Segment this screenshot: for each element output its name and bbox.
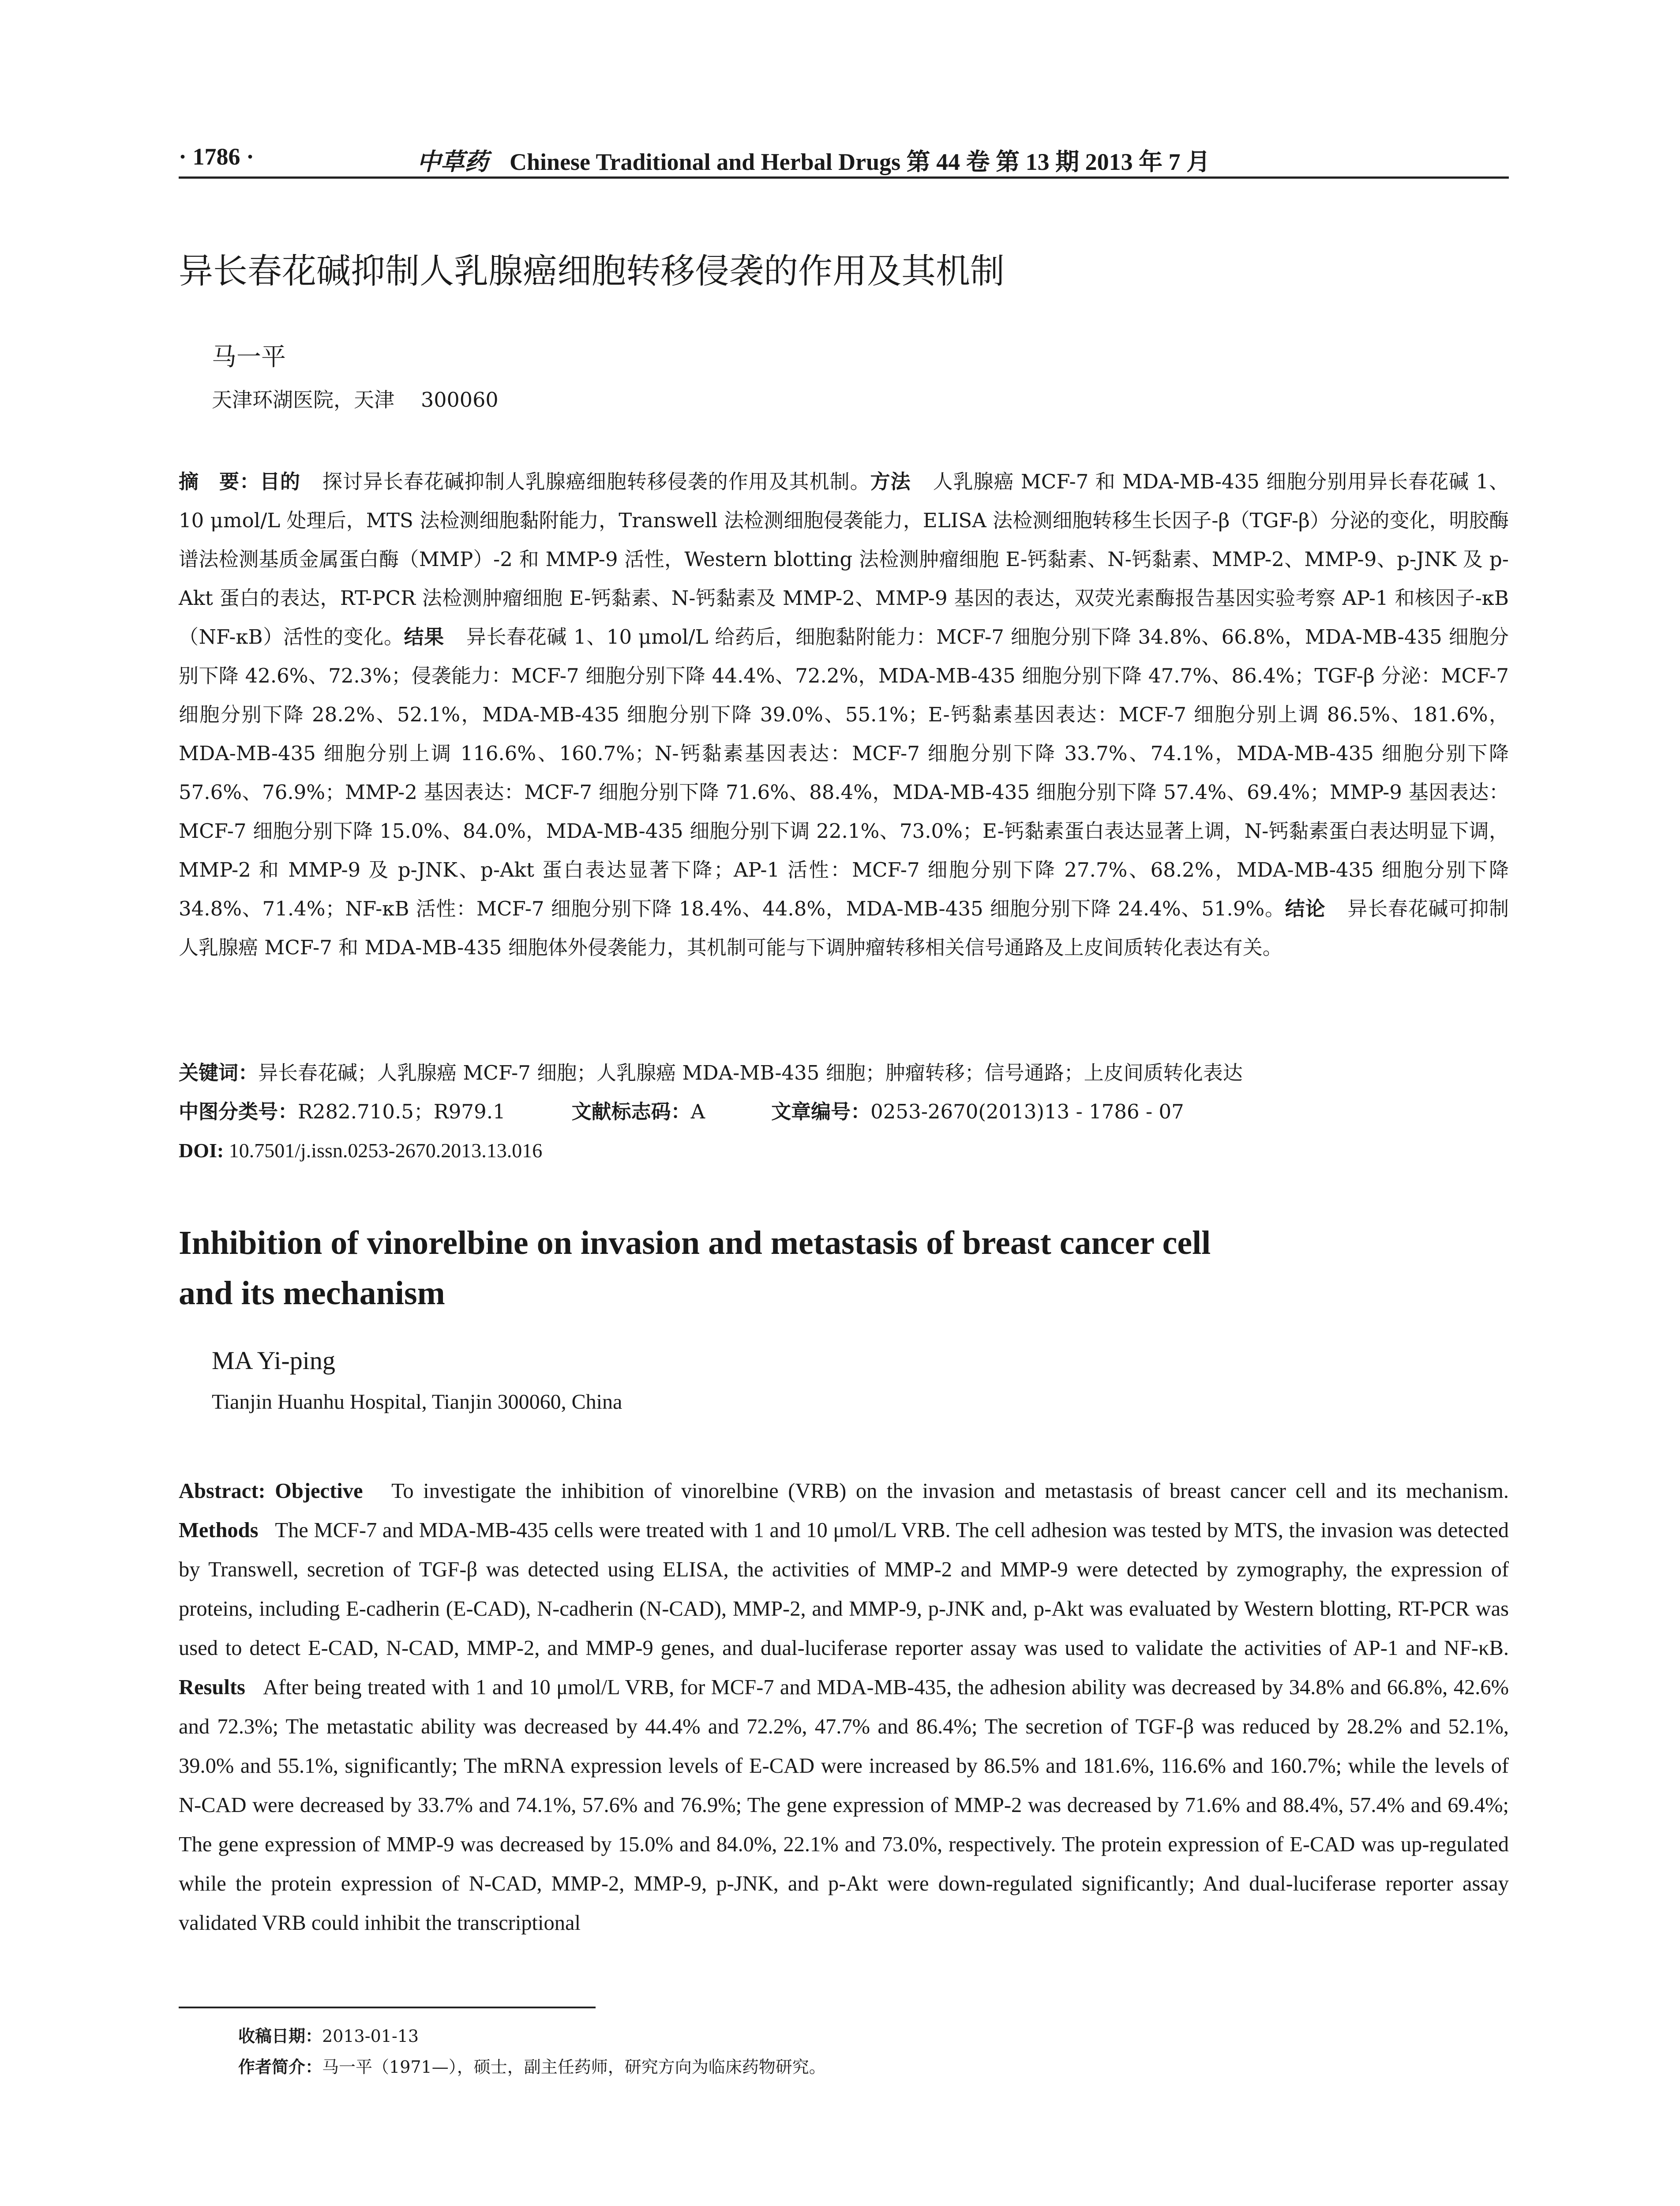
- keywords-cn: [179, 1054, 1509, 1092]
- doc-code-value: A: [690, 1100, 705, 1123]
- doi-value: 10.7501/j.issn.0253-2670.2013.13.016: [229, 1139, 543, 1162]
- footnote-rule: [179, 2007, 596, 2008]
- article-number-label: 文章编号：: [771, 1100, 871, 1123]
- doi-label: DOI:: [179, 1139, 224, 1162]
- article-title-en: [179, 1218, 1509, 1318]
- header-rule: [179, 176, 1509, 179]
- page-number: · 1786 ·: [179, 143, 255, 170]
- methods-label-en: Methods: [179, 1519, 259, 1542]
- received-date: 2013-01-13: [322, 2026, 419, 2046]
- footnote-author-bio: [238, 2052, 826, 2082]
- results-text-cn: 异长春花碱 1、10 μmol/L 给药后，细胞黏附能力：MCF-7 细胞分别下降 34.8%、66.8%，MDA-MB-435 细胞分别下降 42.6%、72.3%；侵袭能力：MCF-7 细胞分别下降 44.4%、72.2%，MDA-MB-435 细胞分别下降 47.7%、86.4%；TGF-β 分泌：MCF-7 细胞分别下降 28.2%、52.1%，MDA-MB-435 细胞分别下降 39.0%、55.1%；E-钙黏素基因表达：MCF-7 细胞分别上调 86.5%、181.6%，MDA-MB-435 细胞分别上调 116.6%、160.7%；N-钙黏素基因表达：MCF-7 细胞分别下降 33.7%、74.1%，MDA-MB-435 细胞分别下降 57.6%、76.9%；MMP-2 基因表达：MCF-7 细胞分别下降 71.6%、88.4%，MDA-MB-435 细胞分别下降 57.4%、69.4%；MMP-9 基因表达：MCF-7 细胞分别下降 15.0%、84.0%，MDA-MB-435 细胞分别下调 22.1%、73.0%；E-钙黏素蛋白表达显著上调，N-钙黏素蛋白表达明显下调，MMP-2 和 MMP-9 及 p-JNK、p-Akt 蛋白表达显著下降；AP-1 活性：MCF-7 细胞分别下降 27.7%、68.2%，MDA-MB-435 细胞分别下降 34.8%、71.4%；NF-κB 活性：MCF-7 细胞分别下降 18.4%、44.8%，MDA-MB-435 细胞分别下降 24.4%、51.9%。: [179, 625, 1509, 920]
- abstract-cn: [179, 462, 1509, 967]
- methods-label-cn: 方法: [870, 470, 911, 493]
- conclusion-label-cn: 结论: [1285, 897, 1326, 920]
- journal-name-cn: 中草药: [417, 147, 488, 176]
- running-header: [179, 139, 1509, 179]
- title-en-line1: Inhibition of vinorelbine on invasion and metastasis of breast cancer cell: [179, 1224, 1211, 1261]
- doi-line: [179, 1131, 542, 1170]
- abstract-label-en: Abstract: Objective: [179, 1479, 363, 1503]
- title-en-line2: and its mechanism: [179, 1275, 445, 1312]
- doc-code-label: 文献标志码：: [571, 1100, 691, 1123]
- objective-text-cn: 探讨异长春花碱抑制人乳腺癌细胞转移侵袭的作用及其机制。: [322, 470, 870, 493]
- bio-label: 作者简介：: [238, 2057, 322, 2077]
- keywords-text-cn: 异长春花碱；人乳腺癌 MCF-7 细胞；人乳腺癌 MDA-MB-435 细胞；肿瘤转移；信号通路；上皮间质转化表达: [258, 1061, 1243, 1084]
- article-number-value: 0253-2670(2013)13 - 1786 - 07: [870, 1100, 1184, 1123]
- methods-text-en: The MCF-7 and MDA-MB-435 cells were treated with 1 and 10 μmol/L VRB. The cell adhesion was tested by MTS, the invasion was detected by Transwell, secretion of TGF-β was detected using ELISA, the activities of MMP-2 and MMP-9 were detected by zymography, the expression of proteins, including E-cadherin (E-CAD), N-cadherin (N-CAD), MMP-2, and MMP-9, p-JNK and, p-Akt was evaluated by Western blotting, RT-PCR was used to detect E-CAD, N-CAD, MMP-2, and MMP-9 genes, and dual-luciferase reporter assay was used to validate the activities of AP-1 and NF-κB.: [179, 1519, 1509, 1660]
- results-label-en: Results: [179, 1676, 245, 1699]
- author-en: MA Yi-ping: [212, 1346, 335, 1375]
- abstract-label-cn: 摘 要：: [179, 470, 260, 493]
- journal-title: [417, 143, 1210, 177]
- objective-label-cn: 目的: [259, 470, 300, 493]
- results-label-cn: 结果: [404, 625, 444, 649]
- objective-text-en: To investigate the inhibition of vinorelbine (VRB) on the invasion and metastasis of breast cancer cell and its mechanism.: [391, 1479, 1509, 1503]
- affiliation-cn-text: 天津环湖医院，天津: [212, 388, 394, 412]
- footnote-received: [238, 2021, 419, 2052]
- results-text-en: After being treated with 1 and 10 μmol/L VRB, for MCF-7 and MDA-MB-435, the adhesion ability was decreased by 34.8% and 66.8%, 42.6% and 72.3%; The metastatic ability was decreased by 44.4% and 72.2%, 47.7% and 86.4%; The secretion of TGF-β was reduced by 28.2% and 52.1%, 39.0% and 55.1%, significantly; The mRNA expression levels of E-CAD were increased by 86.5% and 181.6%, 116.6% and 160.7%; while the levels of N-CAD were decreased by 33.7% and 74.1%, 57.6% and 76.9%; The gene expression of MMP-2 was decreased by 71.6% and 88.4%, 57.4% and 69.4%; The gene expression of MMP-9 was decreased by 15.0% and 84.0%, 22.1% and 73.0%, respectively. The protein expression of E-CAD was up-regulated while the protein expression of N-CAD, MMP-2, MMP-9, p-JNK, and p-Akt were down-regulated significantly; And dual-luciferase reporter assay validated VRB could inhibit the transcriptional: [179, 1676, 1509, 1935]
- keywords-label-cn: 关键词：: [179, 1061, 259, 1084]
- journal-issue: Chinese Traditional and Herbal Drugs 第 44 卷 第 13 期 2013 年 7 月: [510, 149, 1211, 175]
- received-label: 收稿日期：: [238, 2026, 322, 2046]
- affiliation-cn: [212, 384, 499, 413]
- methods-text-cn: 人乳腺癌 MCF-7 和 MDA-MB-435 细胞分别用异长春花碱 1、10 μmol/L 处理后，MTS 法检测细胞黏附能力，Transwell 法检测细胞侵袭能力，ELISA 法检测细胞转移生长因子-β（TGF-β）分泌的变化，明胶酶谱法检测基质金属蛋白酶（MMP）-2 和 MMP-9 活性，Western blotting 法检测肿瘤细胞 E-钙黏素、N-钙黏素、MMP-2、MMP-9、p-JNK 及 p-Akt 蛋白的表达，RT-PCR 法检测肿瘤细胞 E-钙黏素、N-钙黏素及 MMP-2、MMP-9 基因的表达，双荧光素酶报告基因实验考察 AP-1 和核因子-κB（NF-κB）活性的变化。: [179, 470, 1509, 649]
- author-cn: 马一平: [212, 343, 286, 371]
- class-value: R282.710.5；R979.1: [298, 1100, 506, 1123]
- abstract-en: [179, 1471, 1509, 1943]
- postcode-cn: 300060: [421, 388, 499, 412]
- conclusion-text-cn: 异长春花碱可抑制人乳腺癌 MCF-7 和 MDA-MB-435 细胞体外侵袭能力，其机制可能与下调肿瘤转移相关信号通路及上皮间质转化表达有关。: [179, 897, 1509, 959]
- bio-text: 马一平（1971—），硕士，副主任药师，研究方向为临床药物研究。: [322, 2057, 826, 2077]
- class-label: 中图分类号：: [179, 1100, 298, 1123]
- affiliation-en: Tianjin Huanhu Hospital, Tianjin 300060, China: [212, 1390, 622, 1414]
- classification-line: [179, 1092, 1509, 1131]
- article-title-cn: 异长春花碱抑制人乳腺癌细胞转移侵袭的作用及其机制: [179, 251, 1005, 291]
